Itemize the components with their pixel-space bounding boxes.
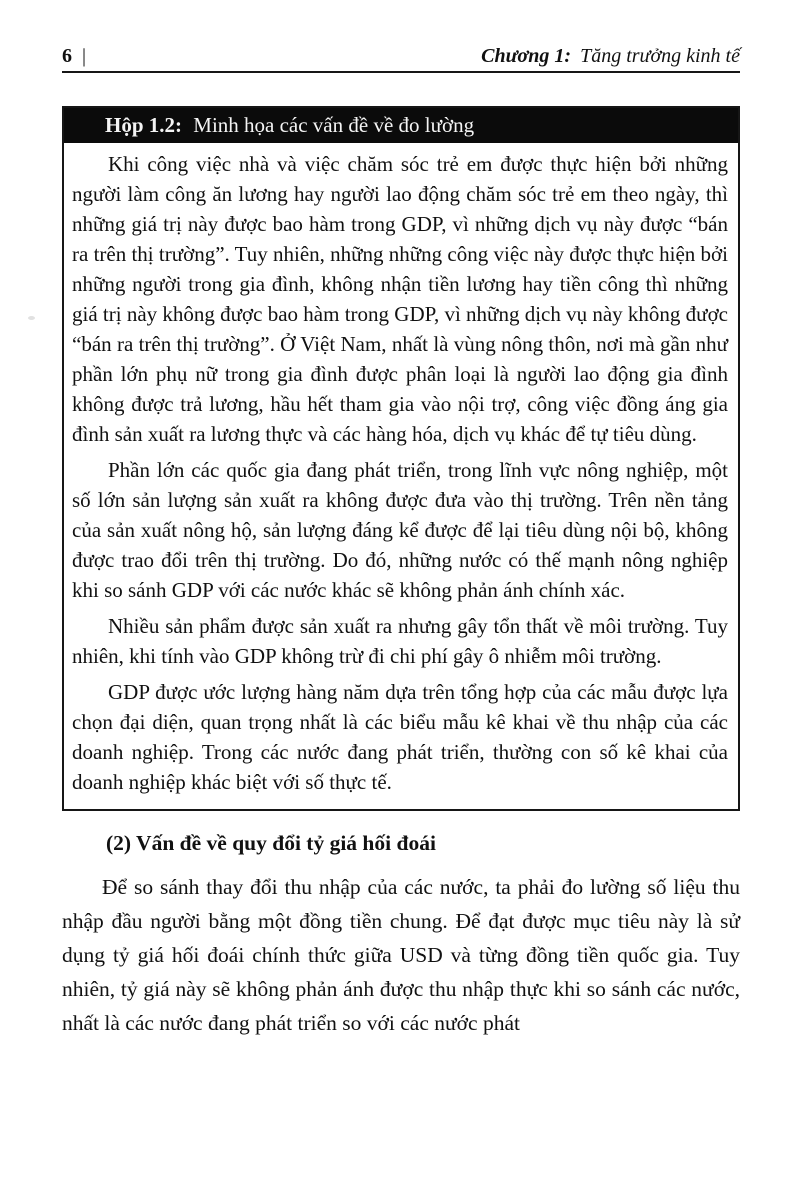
section-heading: (2) Vấn đề về quy đổi tỷ giá hối đoái: [106, 831, 436, 855]
box-paragraph-3: Nhiều sản phẩm được sản xuất ra nhưng gây tổn thất về môi trường. Tuy nhiên, khi tính vào GDP không trừ đi chi phí gây ô nhiễm môi trường.: [72, 614, 728, 668]
page-number-group: [62, 44, 86, 68]
box-paragraph-2: Phần lớn các quốc gia đang phát triển, trong lĩnh vực nông nghiệp, một số lớn sản lượng sản xuất ra không được đưa vào thị trường. Trên nền tảng của sản xuất nông hộ, sản lượng đáng kể được để lại tiêu dùng nội bộ, không được trao đổi trên thị trường. Do đó, những nước có thế mạnh nông nghiệp khi so sánh GDP với các nước khác sẽ không phản ánh chính xác.: [72, 458, 728, 602]
box-body: [64, 143, 738, 809]
box-title-label: Hộp 1.2:: [105, 113, 183, 137]
page-number-separator: |: [82, 45, 87, 67]
box-title-text: Minh họa các vấn đề về đo lường: [193, 113, 475, 137]
running-title: [481, 44, 740, 68]
chapter-label: Chương 1:: [481, 45, 572, 67]
box-title-bar: [64, 108, 738, 143]
header-rule: [62, 71, 740, 73]
callout-box-1-2: [62, 106, 740, 811]
box-paragraph-1: Khi công việc nhà và việc chăm sóc trẻ em được thực hiện bởi những người làm công ăn lương hay người lao động chăm sóc trẻ em theo ngày, thì những giá trị này được bao hàm trong GDP, vì những dịch vụ này được “bán ra trên thị trường”. Tuy nhiên, những những công việc này được thực hiện bởi những người trong gia đình, không nhận tiền lương hay tiền công thì những giá trị này không được bao hàm trong GDP, vì những dịch vụ này không được “bán ra trên thị trường”. Ở Việt Nam, nhất là vùng nông thôn, nơi mà gần như phần lớn phụ nữ trong gia đình được phân loại là người lao động gia đình không được trả lương, hầu hết tham gia vào nội trợ, công việc đồng áng gia đình sản xuất ra lương thực và các hàng hóa, dịch vụ khác để tự tiêu dùng.: [72, 152, 728, 446]
page-number: 6: [62, 45, 73, 67]
body-paragraph: Để so sánh thay đổi thu nhập của các nước, ta phải đo lường số liệu thu nhập đầu người bằng một đồng tiền chung. Để đạt được mục tiêu này là sử dụng tỷ giá hối đoái chính thức giữa USD và từng đồng tiền quốc gia. Tuy nhiên, tỷ giá này sẽ không phản ánh được thu nhập thực khi so sánh các nước, nhất là các nước đang phát triển so với các nước phát: [62, 875, 740, 1035]
scan-artifact: [28, 316, 35, 320]
box-paragraph-4: GDP được ước lượng hàng năm dựa trên tổng hợp của các mẫu được lựa chọn đại diện, quan trọng nhất là các biểu mẫu kê khai về thu nhập của các doanh nghiệp. Trong các nước đang phát triển, thường con số kê khai của doanh nghiệp khác biệt với số thực tế.: [72, 680, 728, 794]
page-header: [62, 44, 740, 68]
chapter-title-text: Tăng trưởng kinh tế: [580, 45, 740, 67]
